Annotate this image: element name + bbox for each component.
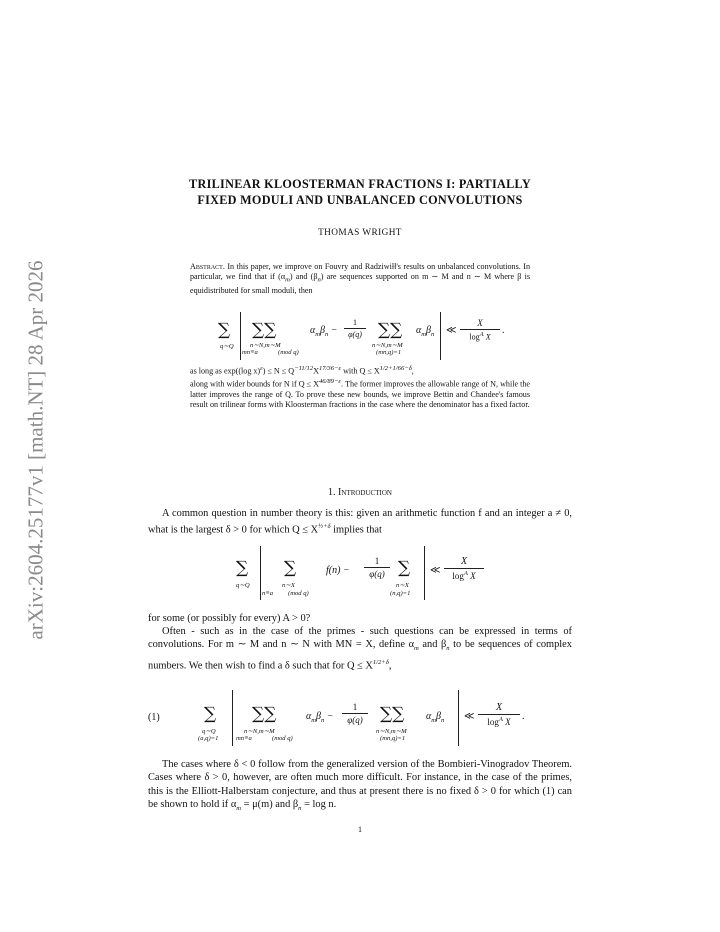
page-number: 1 <box>358 825 362 834</box>
eq-phi: φ(q) <box>348 330 362 339</box>
paragraph-1: A common question in number theory is this: given an arithmetic function f and an integer a ≠ 0, what is the largest δ > 0 for which $Q \le X^{\frac{1}{2}+\delta}$ implies that <box>148 508 572 536</box>
paragraph-4: The cases where δ < 0 follow from the generalized version of the Bombieri-Vinogradov Theorem. Cases where δ > 0, however, are often much more difficult. For instance, in the case of the primes, this is the Elliott-Halberstam conjecture, and thus at present there is no fixed δ > 0 for which (1) can be shown to hold if $\alpha_m = \mu(m)$ and $\beta_n = \log n$. <box>148 759 572 813</box>
equation-1: (1) ∑ q∼Q (a,q)=1 ∑∑ n∼N,m∼M mn≡a (mod q) $\alpha_m\beta_n$ − 1 φ(q) ∑∑ n∼N,m∼M (mn,q)=1 $\alpha_m\beta_n$ ≪ X $\log^A X$ . <box>148 690 572 748</box>
abstract-text-1: In this paper, we improve on Fouvry and Radziwiłł's results on unbalanced convolutions. In particular, we find that if (α <box>190 262 530 282</box>
display-equation-f: ∑ q∼Q ∑ n∼X n≡a (mod q) f(n) − 1 φ(q) ∑ n∼X (n,q)=1 ≪ X $\log^A X$ <box>236 544 496 602</box>
eq-one: 1 <box>353 318 357 327</box>
eq-sub-nm: n∼N,m∼M <box>250 342 281 349</box>
eq-ll: ≪ <box>446 325 457 336</box>
equation-number: (1) <box>148 712 160 723</box>
abstract-text-2: ) and (β <box>289 272 318 282</box>
abstract-block: Abstract. In this paper, we improve on Fouvry and Radziwiłł's results on unbalanced convolutions. In particular, we find that if $(\alpha_m)$ and $(\beta_n)$ are sequences supported on m ∼ M and n ∼ M where β is equidistributed for small moduli, then <box>190 262 530 296</box>
paragraph-2: for some (or possibly for every) A > 0? <box>148 613 311 624</box>
eq-sub-mnq: (mn,q)=1 <box>376 349 402 356</box>
paper-title-line-2: FIXED MODULI AND UNBALANCED CONVOLUTIONS <box>197 193 523 207</box>
eq-sub-modq: (mod q) <box>278 349 299 356</box>
abstract-text-3: ) are sequences supported on m ∼ M and n ∼ M where β is equidistributed for small moduli, then <box>190 272 530 296</box>
abstract-continuation: as long as exp((log $x)^\varepsilon) \le N \le Q^{-11/12}X^{17/36-\varepsilon}$ with $Q \le X^{1/2+1/66-\delta}$, along with wider bounds for N if $Q \le X^{46/89-\varepsilon}$. The former improves the allowable range of N, while the latter improves the range of Q. To prove these new bounds, we improve Bettin and Chandee's famous result on trilinear forms with Kloosterman fractions in the case where the denominator has a fixed factor. <box>190 365 530 409</box>
paragraph-3: Often - such as in the case of the primes - such questions can be expressed in terms of convolutions. For m ∼ M and n ∼ N with MN = X, define $\alpha_m$ and $\beta_n$ to be sequences of complex numbers. We then wish to find a δ such that for $Q \le X^{1/2+\delta}$, <box>148 626 572 672</box>
arxiv-sidebar-stamp <box>14 230 58 670</box>
section-number: 1. <box>328 487 336 498</box>
abstract-equation: ∑ q∼Q ∑∑ n∼N,m∼M mn≡a (mod q) $\alpha_m\beta_n$ − 1 φ(q) ∑∑ n∼N,m∼M (mn,q)=1 $\alpha_m\beta_n$ ≪ X $\log^A X$ . <box>218 306 518 360</box>
author: THOMAS WRIGHT <box>318 228 402 238</box>
arxiv-id: arXiv:2604.25177v1 [math.NT] 28 Apr 2026 <box>23 260 48 640</box>
eq-sub-mna: mn≡a <box>242 349 258 356</box>
paper-title-line-1: TRILINEAR KLOOSTERMAN FRACTIONS I: PARTIALLY <box>189 177 531 191</box>
eq-sub-q: q∼Q <box>220 343 234 350</box>
section-title: Introduction <box>338 487 392 498</box>
abstract-label: Abstract. <box>190 262 225 271</box>
section-heading <box>148 487 572 498</box>
